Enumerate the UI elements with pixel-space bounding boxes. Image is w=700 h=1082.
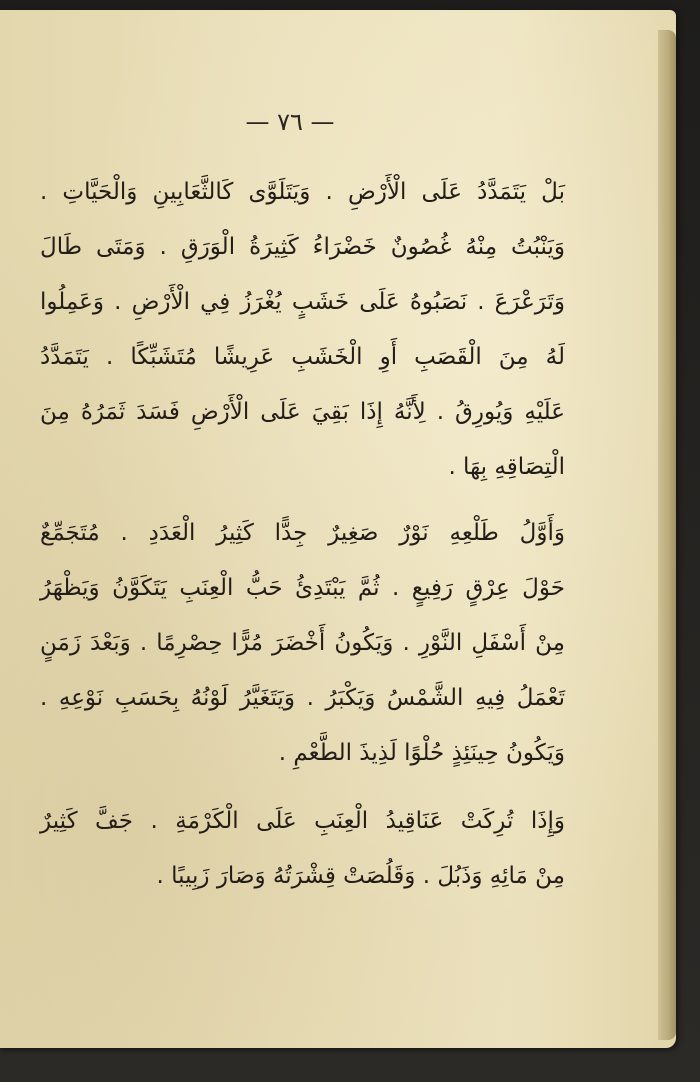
- paragraph-2: [40, 506, 565, 781]
- page-edge: [658, 30, 676, 1040]
- paragraph-1: [40, 165, 565, 495]
- text-line: بَلْ يَتَمَدَّدُ عَلَى الْأَرْضِ . وَيَتَلَوَّى كَالثَّعَابِينِ وَالْحَيَّاتِ .: [40, 179, 565, 205]
- text-line: حَوْلَ عِرْقٍ رَفِيعٍ . ثُمَّ يَبْتَدِئُ حَبُّ الْعِنَبِ يَتَكَوَّنُ وَيَظْهَرُ: [40, 575, 565, 601]
- text-line: مِنْ أَسْفَلِ النَّوْرِ . وَيَكُونُ أَخْضَرَ مُرًّا حِصْرِمًا . وَبَعْدَ زَمَنٍ: [40, 630, 565, 656]
- text-line: الْتِصَاقِهِ بِهَا .: [448, 454, 565, 480]
- text-line: وَيَكُونُ حِينَئِذٍ حُلْوًا لَذِيذَ الطَّعْمِ .: [278, 740, 565, 766]
- text-line: عَلَيْهِ وَيُورِقُ . لِأَنَّهُ إِذَا بَقِيَ عَلَى الْأَرْضِ فَسَدَ ثَمَرُهُ مِنَ: [40, 399, 565, 425]
- text-line: مِنْ مَائِهِ وَذَبُلَ . وَقَلُصَتْ قِشْرَتُهُ وَصَارَ زَبِيبًا .: [156, 863, 565, 889]
- text-line: تَعْمَلُ فِيهِ الشَّمْسُ وَيَكْبَرُ . وَيَتَغَيَّرُ لَوْنُهُ بِحَسَبِ نَوْعِهِ .: [40, 685, 565, 711]
- text-line: وَأَوَّلُ طَلْعِهِ نَوْرٌ صَغِيرٌ جِدًّا كَثِيرُ الْعَدَدِ . مُتَجَمِّعٌ: [40, 520, 565, 546]
- page-number: — ٧٦ —: [245, 108, 335, 136]
- text-line: لَهُ مِنَ الْقَصَبِ أَوِ الْخَشَبِ عَرِيشًا مُتَشَبِّكًا . يَتَمَدَّدُ: [40, 344, 565, 370]
- book-page: [0, 10, 676, 1048]
- text-line: وَتَرَعْرَعَ . نَصَبُوهُ عَلَى خَشَبٍ يُغْرَزُ فِي الْأَرْضِ . وَعَمِلُوا: [40, 289, 565, 315]
- text-line: وَيَنْبُتُ مِنْهُ غُصُونٌ خَضْرَاءُ كَثِيرَةُ الْوَرَقِ . وَمَتَى طَالَ: [40, 234, 565, 260]
- paragraph-3: [40, 794, 565, 904]
- text-line: وَإِذَا تُرِكَتْ عَنَاقِيدُ الْعِنَبِ عَلَى الْكَرْمَةِ . جَفَّ كَثِيرٌ: [40, 808, 565, 834]
